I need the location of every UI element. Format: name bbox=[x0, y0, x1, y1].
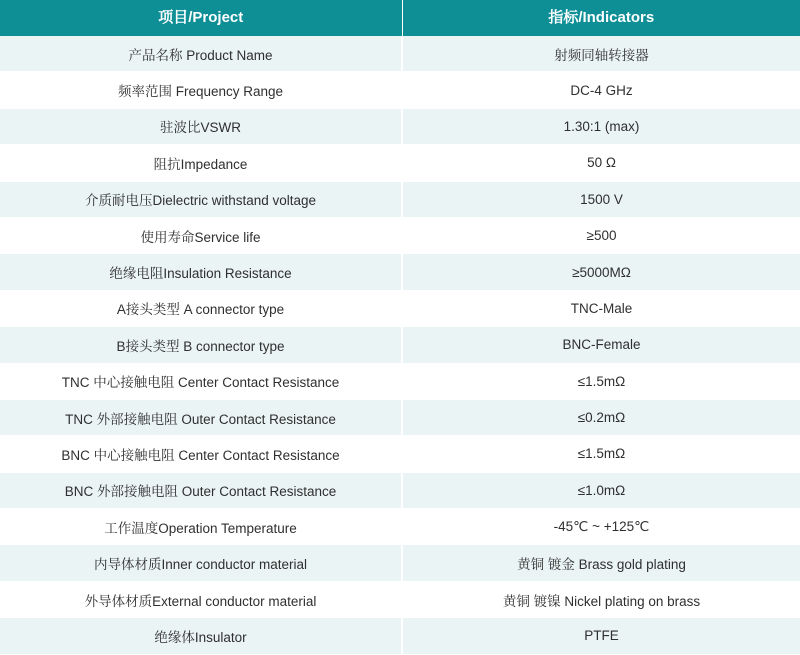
cell-indicator: ≤0.2mΩ bbox=[402, 399, 800, 435]
cell-project: BNC 外部接触电阻 Outer Contact Resistance bbox=[0, 472, 402, 508]
cell-indicator: ≥5000MΩ bbox=[402, 254, 800, 290]
cell-project: 工作温度Operation Temperature bbox=[0, 509, 402, 545]
cell-project: 外导体材质External conductor material bbox=[0, 581, 402, 617]
cell-indicator: 黄铜 镀金 Brass gold plating bbox=[402, 545, 800, 581]
cell-indicator: 1500 V bbox=[402, 181, 800, 217]
cell-project: 驻波比VSWR bbox=[0, 108, 402, 144]
table-body bbox=[0, 36, 800, 654]
table-row bbox=[0, 36, 800, 72]
table-row bbox=[0, 399, 800, 435]
table-row bbox=[0, 472, 800, 508]
table-row bbox=[0, 254, 800, 290]
table-row bbox=[0, 618, 800, 654]
table-row bbox=[0, 290, 800, 326]
cell-project: 使用寿命Service life bbox=[0, 217, 402, 253]
cell-project: BNC 中心接触电阻 Center Contact Resistance bbox=[0, 436, 402, 472]
table-row bbox=[0, 436, 800, 472]
cell-project: 阻抗Impedance bbox=[0, 145, 402, 181]
table-row bbox=[0, 181, 800, 217]
cell-indicator: 射频同轴转接器 bbox=[402, 36, 800, 72]
cell-project: B接头类型 B connector type bbox=[0, 327, 402, 363]
cell-project: 内导体材质Inner conductor material bbox=[0, 545, 402, 581]
table-row bbox=[0, 108, 800, 144]
column-header-indicators: 指标/Indicators bbox=[402, 0, 800, 36]
cell-indicator: PTFE bbox=[402, 618, 800, 654]
table-row bbox=[0, 72, 800, 108]
cell-project: 产品名称 Product Name bbox=[0, 36, 402, 72]
cell-project: TNC 外部接触电阻 Outer Contact Resistance bbox=[0, 399, 402, 435]
cell-project: 绝缘电阻Insulation Resistance bbox=[0, 254, 402, 290]
cell-indicator: ≤1.5mΩ bbox=[402, 436, 800, 472]
cell-indicator: 50 Ω bbox=[402, 145, 800, 181]
cell-project: A接头类型 A connector type bbox=[0, 290, 402, 326]
table-row bbox=[0, 545, 800, 581]
cell-indicator: 黄铜 镀镍 Nickel plating on brass bbox=[402, 581, 800, 617]
cell-project: TNC 中心接触电阻 Center Contact Resistance bbox=[0, 363, 402, 399]
table-row bbox=[0, 327, 800, 363]
table-header bbox=[0, 0, 800, 36]
cell-project: 介质耐电压Dielectric withstand voltage bbox=[0, 181, 402, 217]
table-row bbox=[0, 581, 800, 617]
cell-project: 频率范围 Frequency Range bbox=[0, 72, 402, 108]
cell-indicator: 1.30:1 (max) bbox=[402, 108, 800, 144]
cell-indicator: TNC-Male bbox=[402, 290, 800, 326]
table-row bbox=[0, 509, 800, 545]
cell-indicator: ≥500 bbox=[402, 217, 800, 253]
cell-indicator: BNC-Female bbox=[402, 327, 800, 363]
table-header-row bbox=[0, 0, 800, 36]
cell-indicator: ≤1.5mΩ bbox=[402, 363, 800, 399]
cell-indicator: ≤1.0mΩ bbox=[402, 472, 800, 508]
column-header-project: 项目/Project bbox=[0, 0, 402, 36]
table-row bbox=[0, 145, 800, 181]
cell-indicator: -45℃ ~ +125℃ bbox=[402, 509, 800, 545]
table-row bbox=[0, 363, 800, 399]
table-row bbox=[0, 217, 800, 253]
cell-indicator: DC-4 GHz bbox=[402, 72, 800, 108]
cell-project: 绝缘体Insulator bbox=[0, 618, 402, 654]
